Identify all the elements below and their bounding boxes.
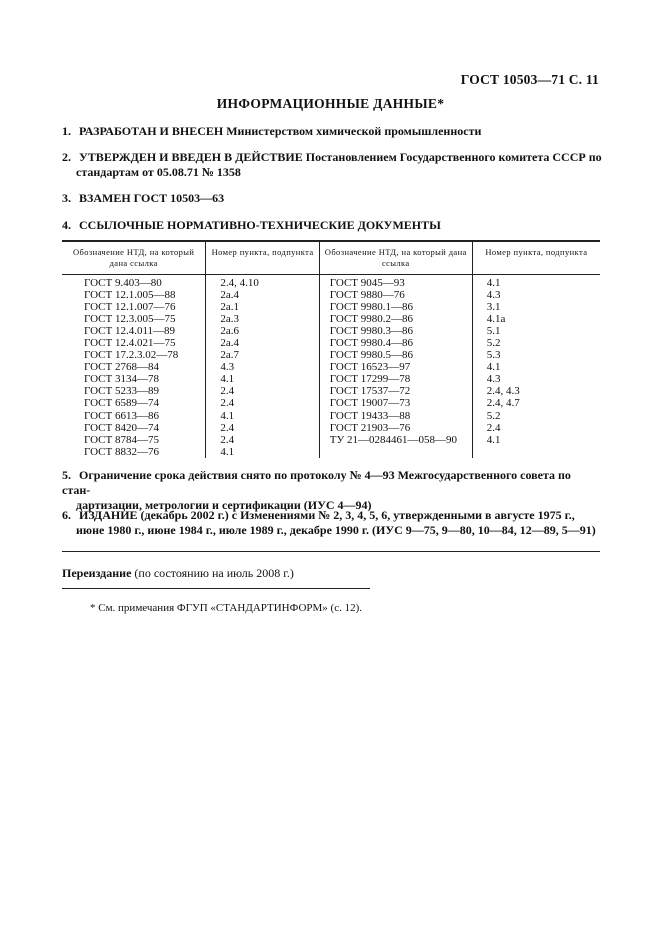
item-1 [62,124,602,139]
item-number: 3. [62,191,71,205]
clause-number: 4.3 [486,373,501,386]
item-text: Постановлением Государственного комитета СССР по [305,150,602,164]
clause-number: 4.1 [220,409,235,422]
ntd-designation: ГОСТ 9980.4—86 [329,337,414,350]
item-6 [62,508,607,538]
table-header: Обозначение НТД, на который дана ссылка [319,241,472,275]
item-heading: ВЗАМЕН ГОСТ 10503—63 [79,191,225,205]
clause-number: 5.3 [486,349,501,362]
ntd-designation: ГОСТ 17537—72 [329,385,411,398]
clause-number: 2.4, 4.10 [220,277,259,289]
ntd-designation: ГОСТ 6613—86 [84,409,159,422]
clause-number: 4.1а [486,313,506,326]
ntd-designation: ГОСТ 9.403—80 [84,277,162,289]
item-5 [62,468,602,513]
ntd-designation: ГОСТ 9980.3—86 [329,325,414,338]
clause-number: 5.1 [486,325,501,338]
clause-number: 4.3 [486,289,501,302]
reprint-note [62,566,294,581]
clause-number: 4.1 [486,277,501,289]
clause-number: 4.1 [486,433,501,446]
clause-number: 2а.4 [220,289,239,302]
footnote: * См. примечания ФГУП «СТАНДАРТИНФОРМ» (с. 12). [90,602,362,614]
footnote-divider [62,588,370,589]
ntd-designation: ТУ 21—0284461—058—90 [329,433,458,446]
item-number: 2. [62,150,71,164]
clause-number: 2а.6 [220,325,239,338]
ntd-designation: ГОСТ 2768—84 [84,361,159,374]
ntd-designation: ГОСТ 9980.2—86 [329,313,414,326]
ntd-designation: ГОСТ 17299—78 [329,373,411,386]
ntd-designation: ГОСТ 21903—76 [329,421,411,434]
table-header: Номер пункта, подпункта [206,241,319,275]
item-text: Ограничение срока действия снято по протоколу № 4—93 Межгосударственного совета по стан- [62,468,571,497]
clause-number: 2.4, 4.7 [486,397,520,410]
section-divider [62,551,600,552]
left-docs-cell [62,275,206,458]
clause-number: 4.1 [220,373,235,386]
clause-number: 4.1 [486,361,501,374]
ntd-designation: ГОСТ 8832—76 [84,445,159,458]
right-points-cell [472,275,600,458]
item-text: Министерством химической промышленности [226,124,482,138]
item-heading: ССЫЛОЧНЫЕ НОРМАТИВНО-ТЕХНИЧЕСКИЕ ДОКУМЕНТЫ [79,218,441,232]
clause-number: 2.4, 4.3 [486,385,520,398]
clause-number: 5.2 [486,409,501,422]
ntd-designation: ГОСТ 12.4.021—75 [84,337,176,350]
ntd-designation: ГОСТ 8784—75 [84,433,159,446]
reprint-label: Переиздание [62,566,132,580]
item-text: ИЗДАНИЕ (декабрь 2002 г.) с Изменениями № 2, 3, 4, 5, 6, утвержденными в августе 1975 г., [79,508,575,522]
clause-number: 2а.4 [220,337,239,350]
item-heading: УТВЕРЖДЕН И ВВЕДЕН В ДЕЙСТВИЕ [79,150,303,164]
ntd-designation: ГОСТ 19433—88 [329,409,411,422]
ntd-designation: ГОСТ 9045—93 [329,277,405,289]
ntd-designation: ГОСТ 9980.1—86 [329,301,414,314]
table-header: Обозначение НТД, на который дана ссылка [62,241,206,275]
ntd-designation: ГОСТ 16523—97 [329,361,411,374]
clause-number: 2.4 [220,397,235,410]
table-header: Номер пункта, подпункта [472,241,600,275]
ntd-designation: ГОСТ 12.4.011—89 [84,325,176,338]
item-2 [62,150,602,180]
ntd-designation: ГОСТ 19007—73 [329,397,411,410]
ntd-designation: ГОСТ 9880—76 [329,289,405,302]
clause-number: 2а.3 [220,313,239,326]
item-number: 6. [62,508,71,522]
clause-number: 4.1 [220,445,235,458]
item-text-cont: стандартам от 05.08.71 № 1358 [76,165,241,179]
ntd-designation: ГОСТ 3134—78 [84,373,159,386]
clause-number: 2а.7 [220,349,239,362]
ntd-designation: ГОСТ 8420—74 [84,421,159,434]
ntd-designation: ГОСТ 12.3.005—75 [84,313,176,326]
page-title: ИНФОРМАЦИОННЫЕ ДАННЫЕ* [216,96,445,111]
item-3 [62,191,602,206]
clause-number: 2.4 [220,433,235,446]
clause-number: 5.2 [486,337,501,350]
clause-number: 2.4 [486,421,501,434]
reprint-text: (по состоянию на июль 2008 г.) [134,566,294,580]
item-4 [62,218,602,233]
item-text-cont: июне 1980 г., июне 1984 г., июле 1989 г., декабре 1990 г. (ИУС 9—75, 9—80, 10—84, 12—89, 5—91) [76,523,596,537]
item-number: 1. [62,124,71,138]
clause-number: 3.1 [486,301,501,314]
clause-number: 2.4 [220,421,235,434]
clause-number: 2а.1 [220,301,239,314]
ntd-designation: ГОСТ 6589—74 [84,397,159,410]
clause-number: 4.3 [220,361,235,374]
clause-number: 2.4 [220,385,235,398]
page-header: ГОСТ 10503—71 С. 11 [460,72,599,87]
item-heading: РАЗРАБОТАН И ВНЕСЕН [79,124,224,138]
ntd-designation: ГОСТ 9980.5—86 [329,349,414,362]
item-number: 5. [62,468,71,482]
ntd-designation: ГОСТ 17.2.3.02—78 [84,349,179,362]
left-points-cell [206,275,319,458]
ntd-designation: ГОСТ 12.1.007—76 [84,301,176,314]
item-text-cont: дартизации, метрологии и сертификации (ИУС 4—94) [76,498,372,512]
ntd-designation: ГОСТ 5233—89 [84,385,159,398]
right-docs-cell [319,275,472,458]
ntd-designation: ГОСТ 12.1.005—88 [84,289,176,302]
item-number: 4. [62,218,71,232]
references-table [62,240,600,458]
